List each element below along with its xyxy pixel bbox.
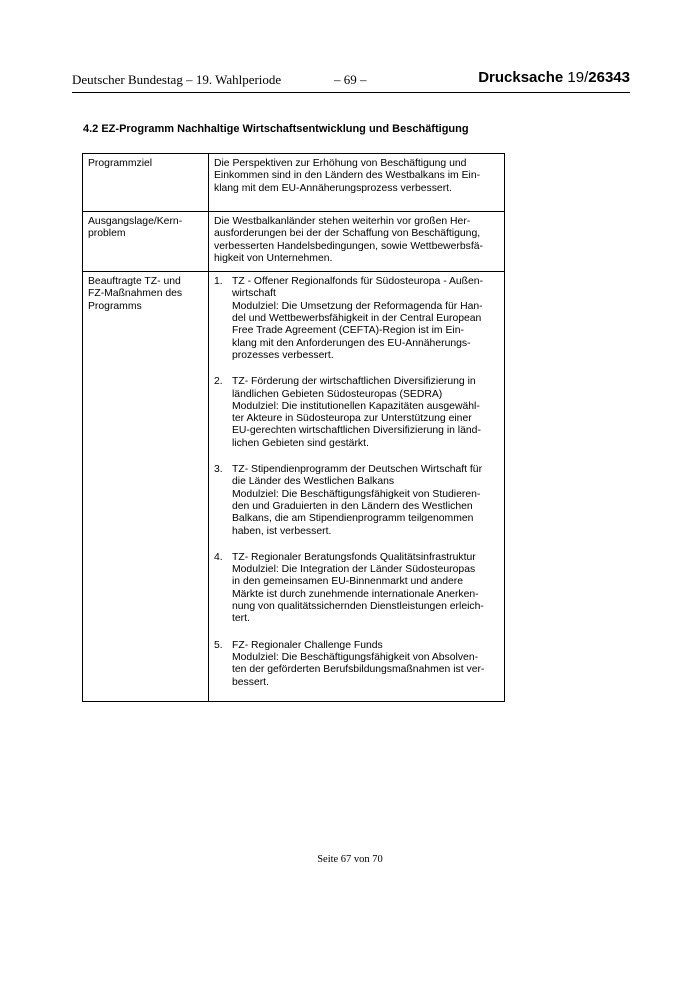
measure-item	[214, 276, 499, 362]
measure-line: TZ - Offener Regionalfonds für Südosteuropa - Außen-	[232, 276, 484, 288]
measure-item	[214, 376, 499, 450]
label-line: Beauftragte TZ- und	[88, 276, 181, 288]
measure-number: 1.	[214, 276, 223, 288]
page-number: – 69 –	[334, 72, 367, 87]
row-content	[209, 212, 505, 272]
measure-line: TZ- Förderung der wirtschaftlichen Diversifizierung in	[232, 376, 476, 388]
measure-number: 4.	[214, 551, 223, 563]
measure-line: Modulziel: Die Beschäftigungsfähigkeit von Absolven-	[232, 651, 479, 663]
measure-line: Modulziel: Die Integration der Länder Südosteuropas	[232, 564, 476, 576]
measure-line: del und Wettbewerbsfähigkeit in der Central European	[232, 313, 482, 325]
table-row	[83, 272, 505, 702]
measure-line: ten der geförderten Berufsbildungsmaßnahmen ist ver-	[232, 664, 485, 676]
measure-item	[214, 552, 499, 626]
content-line: klang mit dem EU-Annäherungsprozess verbessert.	[214, 182, 452, 194]
document-id: 26343	[588, 69, 630, 86]
measure-text	[232, 276, 483, 362]
measure-text	[232, 640, 484, 689]
measure-number: 5.	[214, 639, 223, 651]
measure-line: lichen Gebieten sind gestärkt.	[232, 437, 369, 449]
measure-item	[214, 464, 499, 538]
content-line: higkeit von Unternehmen.	[214, 252, 333, 264]
measure-line: ter Akteure in Südosteuropa zur Unterstützung einer	[232, 413, 472, 425]
section-title: 4.2 EZ-Programm Nachhaltige Wirtschaftsentwicklung und Beschäftigung	[83, 123, 469, 135]
measure-text	[232, 552, 484, 626]
measure-line: Modulziel: Die Umsetzung der Reformagenda für Han-	[232, 300, 483, 312]
page-footer: Seite 67 von 70	[317, 854, 383, 865]
measure-line: EU-gerechten wirtschaftlichen Diversifizierung in länd-	[232, 425, 481, 437]
document-number	[478, 69, 630, 86]
table-row	[83, 154, 505, 212]
measure-number: 2.	[214, 376, 223, 388]
measure-line: FZ- Regionaler Challenge Funds	[232, 639, 383, 651]
measure-line: den und Graduierten in den Ländern des Westlichen	[232, 500, 473, 512]
label-line: Ausgangslage/Kern-	[88, 216, 183, 227]
measure-line: haben, ist verbessert.	[232, 525, 332, 537]
measure-line: prozesses verbessert.	[232, 349, 334, 361]
label-line: Programms	[88, 300, 142, 312]
measure-line: wirtschaft	[232, 288, 276, 300]
table-row	[83, 212, 505, 272]
measure-number: 3.	[214, 464, 223, 476]
measure-line: TZ- Stipendienprogramm der Deutschen Wirtschaft für	[232, 464, 483, 476]
measure-text	[232, 464, 482, 538]
row-label	[83, 154, 209, 212]
measure-line: nung von qualitätssichernden Dienstleistungen erleich-	[232, 601, 484, 613]
page-header	[72, 70, 630, 93]
document-label: Drucksache	[478, 69, 564, 86]
measure-line: klang mit den Anforderungen des EU-Annäherungs-	[232, 337, 471, 349]
measure-line: die Länder des Westlichen Balkans	[232, 476, 395, 488]
measure-line: bessert.	[232, 676, 269, 688]
row-label	[83, 212, 209, 272]
row-label	[83, 272, 209, 702]
measure-text	[232, 376, 481, 450]
measure-line: Balkans, die am Stipendienprogramm teilgenommen	[232, 513, 474, 525]
content-line: Die Perspektiven zur Erhöhung von Beschäftigung und	[214, 158, 467, 169]
document-prefix: 19/	[567, 69, 589, 86]
measure-line: Modulziel: Die Beschäftigungsfähigkeit von Studieren-	[232, 488, 481, 500]
program-table	[82, 153, 505, 702]
label-line: Programmziel	[88, 158, 153, 169]
measure-line: Märkte ist durch zunehmende internationale Anerken-	[232, 588, 479, 600]
label-line: problem	[88, 228, 126, 240]
measure-line: ländlichen Gebieten Südosteuropas (SEDRA)	[232, 388, 443, 400]
content-line: Die Westbalkanländer stehen weiterhin vor großen Her-	[214, 216, 471, 227]
measure-line: in den gemeinsamen EU-Binnenmarkt und andere	[232, 576, 464, 588]
label-line: FZ-Maßnahmen des	[88, 288, 183, 300]
measures-list	[209, 272, 505, 702]
content-line: Einkommen sind in den Ländern des Westbalkans im Ein-	[214, 170, 481, 182]
measure-item	[214, 640, 499, 689]
content-line: ausforderungen bei der der Schaffung von Beschäftigung,	[214, 228, 481, 240]
measure-line: Free Trade Agreement (CEFTA)-Region ist im Ein-	[232, 325, 464, 337]
parliament-period: Deutscher Bundestag – 19. Wahlperiode	[72, 72, 282, 87]
content-line: verbesserten Handelsbedingungen, sowie Wettbewerbsfä-	[214, 240, 483, 252]
measure-line: TZ- Regionaler Beratungsfonds Qualitätsinfrastruktur	[232, 551, 476, 563]
measure-line: tert.	[232, 613, 250, 625]
row-content	[209, 154, 505, 212]
measure-line: Modulziel: Die institutionellen Kapazitäten ausgewähl-	[232, 400, 480, 412]
